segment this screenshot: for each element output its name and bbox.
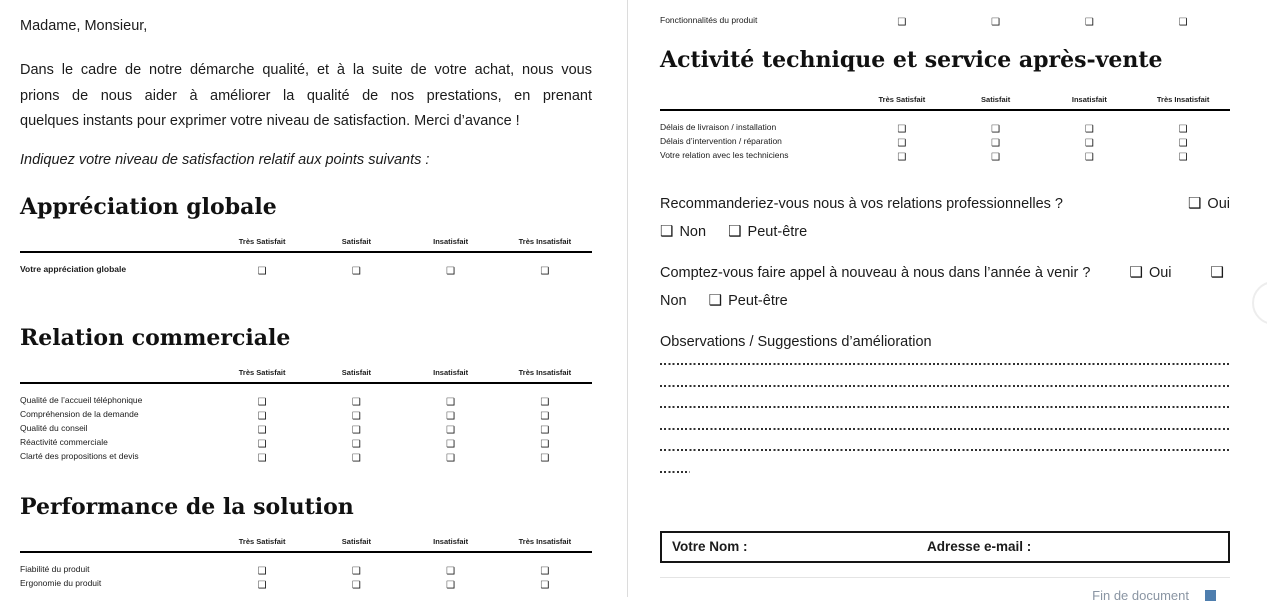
- end-of-document-label: Fin de document: [1092, 587, 1189, 603]
- table-row: [20, 436, 592, 450]
- table-row: [20, 563, 592, 577]
- checkbox-icon[interactable]: ❑: [351, 565, 361, 577]
- checkbox-icon[interactable]: ❑: [351, 410, 361, 422]
- checkbox-icon[interactable]: ❑: [540, 565, 550, 577]
- observations-write-area: [660, 363, 1230, 473]
- checkbox-icon[interactable]: ❑: [1178, 124, 1188, 135]
- checkbox-icon[interactable]: ❑: [991, 124, 1001, 135]
- column-header: Satisfait: [341, 236, 371, 246]
- column-header: Très Satisfait: [238, 367, 286, 377]
- section-title-performance: Performance de la solution: [20, 493, 354, 520]
- column-header: Très Satisfait: [238, 536, 286, 546]
- column-header: Très Satisfait: [238, 236, 286, 246]
- row-label: Fiabilité du produit: [20, 563, 90, 574]
- dotted-line: [660, 449, 1230, 451]
- table-row: [660, 121, 1230, 135]
- table-row: [20, 263, 592, 277]
- dotted-line: [660, 406, 1230, 408]
- column-header: Satisfait: [341, 536, 371, 546]
- checkbox-icon[interactable]: ❑: [446, 579, 456, 591]
- checkbox-icon[interactable]: ❑: [1084, 138, 1094, 149]
- checkbox-icon[interactable]: ❑: [1129, 264, 1143, 281]
- column-header: Insatisfait: [433, 367, 469, 377]
- checkbox-icon[interactable]: ❑: [540, 438, 550, 450]
- checkbox-icon[interactable]: ❑: [1178, 152, 1188, 163]
- end-of-document-square-icon: [1205, 590, 1216, 601]
- checkbox-icon[interactable]: ❑: [1084, 124, 1094, 135]
- dotted-line: [660, 363, 1230, 365]
- table-row: [20, 408, 592, 422]
- checkbox-icon[interactable]: ❑: [257, 438, 267, 450]
- checkbox-icon[interactable]: ❑: [257, 452, 267, 464]
- name-field-label: Votre Nom :: [672, 539, 748, 554]
- row-label: Délais d’intervention / réparation: [660, 136, 782, 147]
- row-label: Ergonomie du produit: [20, 577, 102, 588]
- row-label: Compréhension de la demande: [20, 408, 139, 419]
- page-divider: [627, 0, 628, 597]
- checkbox-icon[interactable]: ❑: [991, 17, 1001, 28]
- contact-form-box: [660, 531, 1230, 563]
- checkbox-icon[interactable]: ❑: [257, 265, 267, 277]
- row-label: Fonctionnalités du produit: [660, 15, 758, 26]
- option-non: ❑ Non: [660, 223, 707, 240]
- checkbox-icon[interactable]: ❑: [1178, 138, 1188, 149]
- table-row: [20, 394, 592, 408]
- question-text: Comptez-vous faire appel à nouveau à nous dans l’année à venir ?: [660, 265, 1091, 281]
- intro-line: prions de nous aider à améliorer la qualité de nos prestations, en prenant: [20, 87, 592, 104]
- column-header: Insatisfait: [433, 536, 469, 546]
- row-label: Réactivité commerciale: [20, 436, 108, 447]
- checkbox-icon[interactable]: ❑: [1187, 195, 1202, 212]
- table-relation: [20, 367, 592, 464]
- checkbox-icon[interactable]: ❑: [897, 124, 907, 135]
- instruction-text: Indiquez votre niveau de satisfaction relatif aux points suivants :: [20, 151, 430, 168]
- table-appreciation: [20, 236, 592, 277]
- end-of-document-row: [660, 588, 1230, 603]
- page-right: [660, 14, 1230, 603]
- column-header: Très Insatisfait: [518, 536, 572, 546]
- checkbox-icon[interactable]: ❑: [446, 410, 456, 422]
- checkbox-icon[interactable]: ❑: [351, 452, 361, 464]
- checkbox-icon[interactable]: ❑: [446, 438, 456, 450]
- table-sav: [660, 94, 1230, 163]
- checkbox-icon[interactable]: ❑: [897, 17, 907, 28]
- checkbox-icon[interactable]: ❑: [540, 452, 550, 464]
- dotted-line: [660, 385, 1230, 387]
- column-header: Satisfait: [981, 95, 1011, 104]
- checkbox-icon[interactable]: ❑: [708, 292, 723, 309]
- question-again: [660, 259, 1230, 315]
- section-title-appreciation: Appréciation globale: [20, 193, 277, 220]
- checkbox-icon[interactable]: ❑: [1084, 152, 1094, 163]
- checkbox-icon[interactable]: ❑: [540, 396, 550, 408]
- checkbox-icon[interactable]: ❑: [257, 579, 267, 591]
- table-header-row: [660, 94, 1230, 111]
- checkbox-icon[interactable]: ❑: [1210, 264, 1224, 281]
- column-header: Insatisfait: [433, 236, 469, 246]
- checkbox-icon[interactable]: ❑: [897, 152, 907, 163]
- row-label: Votre appréciation globale: [20, 263, 127, 274]
- dotted-line: [660, 428, 1230, 430]
- column-header: Très Insatisfait: [518, 367, 572, 377]
- salutation: Madame, Monsieur,: [20, 18, 148, 34]
- table-header-row: [20, 536, 592, 553]
- table-row: [20, 450, 592, 464]
- checkbox-icon[interactable]: ❑: [540, 265, 550, 277]
- table-row-continuation: [660, 14, 1230, 28]
- checkbox-icon[interactable]: ❑: [351, 396, 361, 408]
- checkbox-icon[interactable]: ❑: [660, 223, 674, 240]
- checkbox-icon[interactable]: ❑: [897, 138, 907, 149]
- row-label: Clarté des propositions et devis: [20, 450, 139, 461]
- option-oui: ❑ Oui: [1187, 195, 1230, 212]
- checkbox-icon[interactable]: ❑: [446, 396, 456, 408]
- section-title-relation: Relation commerciale: [20, 324, 291, 351]
- email-field-label: Adresse e-mail :: [927, 539, 1032, 554]
- column-header: Très Insatisfait: [518, 236, 572, 246]
- row-label: Délais de livraison / installation: [660, 122, 777, 133]
- checkbox-icon[interactable]: ❑: [351, 579, 361, 591]
- checkbox-icon[interactable]: ❑: [446, 565, 456, 577]
- column-header: Satisfait: [341, 367, 371, 377]
- checkbox-icon[interactable]: ❑: [1178, 17, 1188, 28]
- table-header-row: [20, 236, 592, 253]
- dotted-line-short: [660, 471, 690, 473]
- option-peut-etre: ❑ Peut-être: [708, 292, 788, 309]
- column-header: Très Insatisfait: [1156, 95, 1210, 104]
- checkbox-icon[interactable]: ❑: [540, 424, 550, 436]
- checkbox-icon[interactable]: ❑: [351, 265, 361, 277]
- checkbox-icon[interactable]: ❑: [446, 452, 456, 464]
- checkbox-icon[interactable]: ❑: [351, 438, 361, 450]
- checkbox-icon[interactable]: ❑: [257, 424, 267, 436]
- checkbox-icon[interactable]: ❑: [446, 265, 456, 277]
- column-header: Insatisfait: [1071, 95, 1107, 104]
- column-header: Très Satisfait: [878, 95, 926, 104]
- question-text: Recommanderiez-vous nous à vos relations professionnelles ?: [660, 196, 1063, 212]
- checkbox-icon[interactable]: ❑: [351, 424, 361, 436]
- intro-paragraph: [20, 58, 592, 135]
- checkbox-icon[interactable]: ❑: [257, 565, 267, 577]
- row-label: Qualité de l’accueil téléphonique: [20, 394, 143, 405]
- option-peut-etre: ❑ Peut-être: [728, 223, 808, 240]
- intro-line: Dans le cadre de notre démarche qualité, et à la suite de votre achat, nous vous: [20, 62, 592, 78]
- checkbox-icon[interactable]: ❑: [540, 579, 550, 591]
- next-page-button[interactable]: [1252, 281, 1267, 325]
- row-label: Qualité du conseil: [20, 422, 88, 433]
- observations-label: Observations / Suggestions d’amélioration: [660, 334, 932, 350]
- checkbox-icon[interactable]: ❑: [991, 138, 1001, 149]
- table-performance: [20, 536, 592, 591]
- page-left: [20, 16, 592, 591]
- row-label: Votre relation avec les techniciens: [660, 150, 789, 161]
- checkbox-icon[interactable]: ❑: [728, 223, 742, 240]
- checkbox-icon[interactable]: ❑: [540, 410, 550, 422]
- option-non-label: Non: [660, 293, 687, 309]
- section-title-sav: Activité technique et service après-vente: [660, 47, 1163, 73]
- table-row: [660, 149, 1230, 163]
- checkbox-icon[interactable]: ❑: [1084, 17, 1094, 28]
- table-row: [20, 422, 592, 436]
- question-recommend: [660, 190, 1230, 246]
- checkbox-icon[interactable]: ❑: [446, 424, 456, 436]
- checkbox-icon[interactable]: ❑: [257, 410, 267, 422]
- table-header-row: [20, 367, 592, 384]
- footer-divider: [660, 577, 1230, 578]
- table-row: [20, 577, 592, 591]
- table-row: [660, 135, 1230, 149]
- checkbox-icon[interactable]: ❑: [991, 152, 1001, 163]
- option-oui: ❑ Oui: [1129, 264, 1172, 281]
- checkbox-icon[interactable]: ❑: [257, 396, 267, 408]
- intro-line: quelques instants pour exprimer votre niveau de satisfaction. Merci d’avance !: [20, 113, 520, 129]
